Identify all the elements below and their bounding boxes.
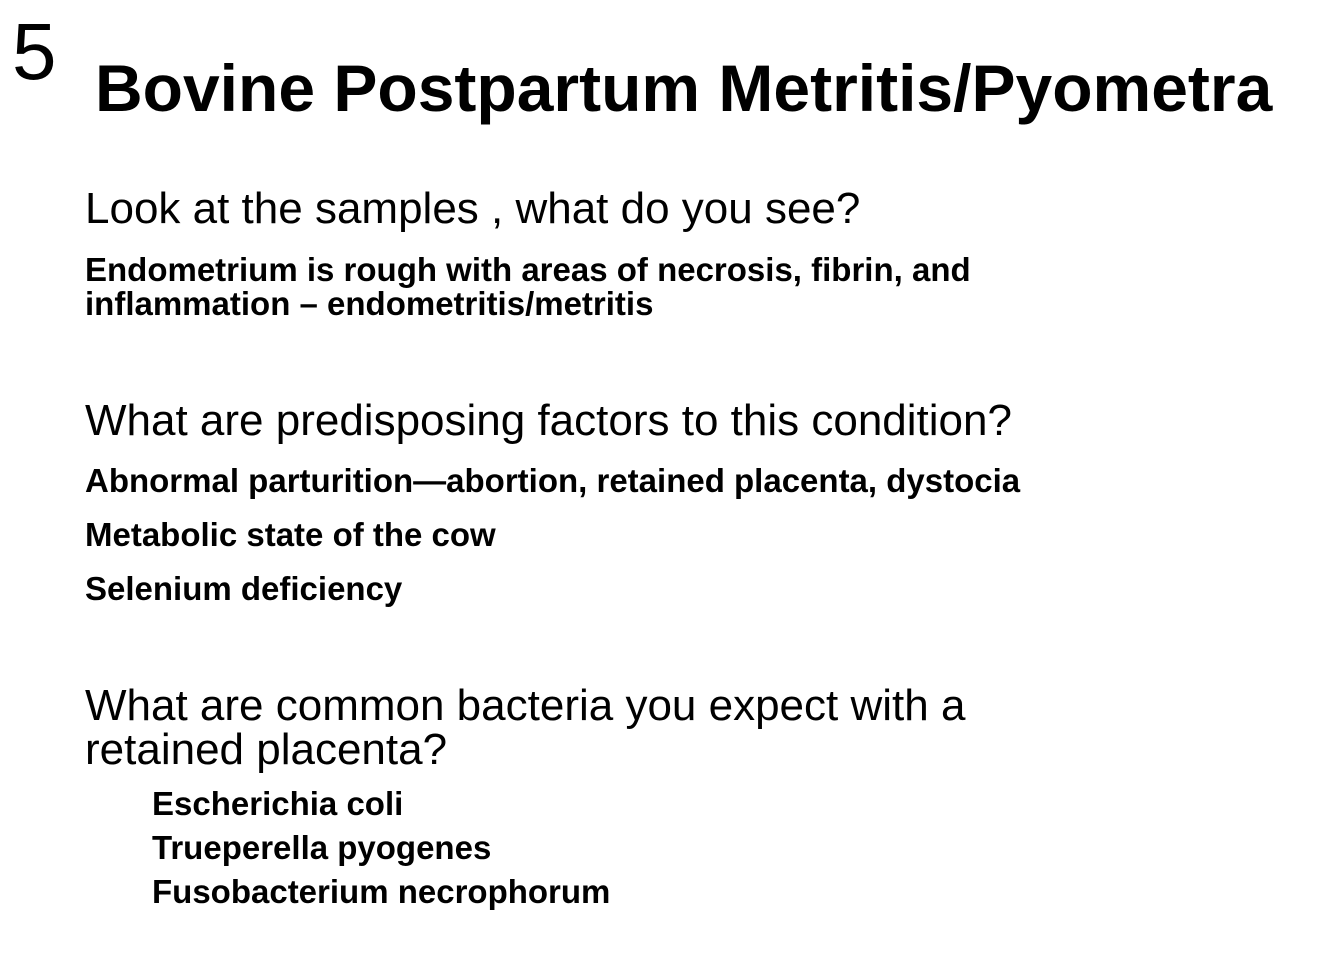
bacteria-item-trueperella-pyogenes: Trueperella pyogenes <box>152 829 492 866</box>
bacteria-item-escherichia-coli: Escherichia coli <box>152 785 404 822</box>
bacteria-list <box>152 782 610 914</box>
answer-abnormal-parturition: Abnormal parturition—abortion, retained placenta, dystocia <box>85 462 1021 499</box>
slide-title: Bovine Postpartum Metritis/Pyometra <box>95 51 1273 125</box>
question-samples: Look at the samples , what do you see? <box>85 184 861 233</box>
answer-samples-line-2: inflammation – endometritis/metritis <box>85 285 654 322</box>
question-common-bacteria-line-1: What are common bacteria you expect with a <box>85 681 966 730</box>
bacteria-item-fusobacterium-necrophorum: Fusobacterium necrophorum <box>152 873 611 910</box>
answer-selenium-deficiency: Selenium deficiency <box>85 570 403 607</box>
answer-metabolic-state: Metabolic state of the cow <box>85 516 496 553</box>
answer-samples-line-1: Endometrium is rough with areas of necrosis, fibrin, and <box>85 251 971 288</box>
slide-number: 5 <box>12 7 57 96</box>
question-predisposing-factors: What are predisposing factors to this condition? <box>85 396 1012 445</box>
question-common-bacteria-line-2: retained placenta? <box>85 725 448 774</box>
